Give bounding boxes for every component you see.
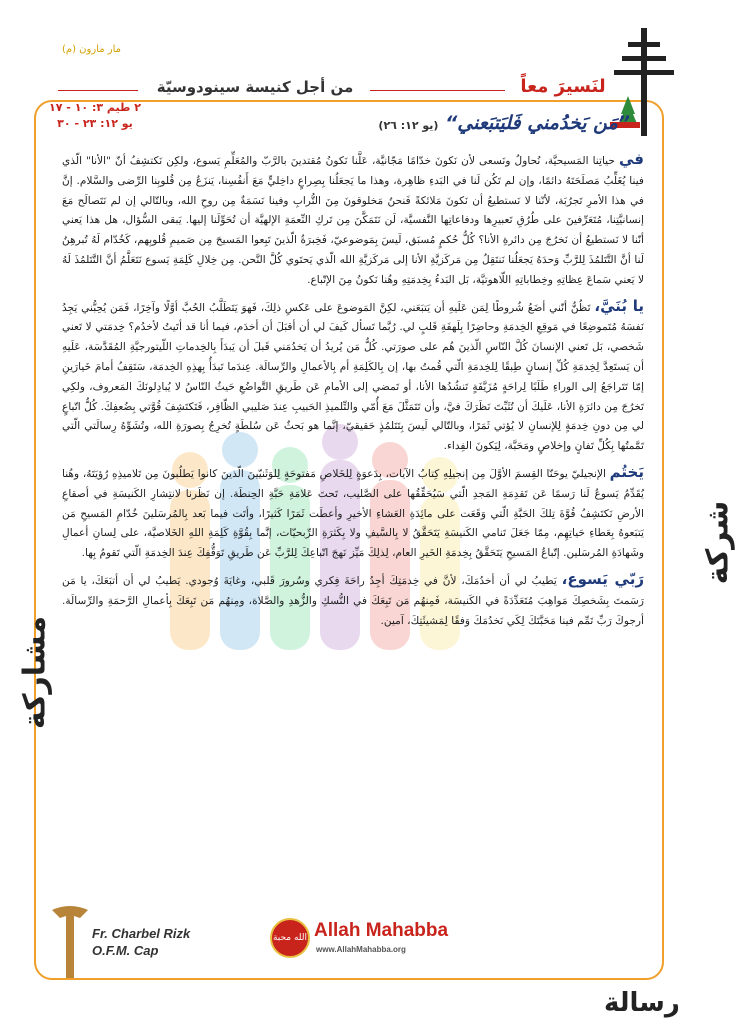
header-rule-left — [58, 90, 138, 91]
paragraph-lead: يا بُنَيَّ، — [594, 296, 645, 315]
paragraph-text: حياتِنا المَسيحيَّة، نُحاولُ ونَسعى لأن نَكونَ خدّامًا مَجّانيَّة، عَلَّنا نَكونُ مُقتدينَ بالرَّبّ والمُعَلِّمِ يَسوع، ولكِن نَكتشِفُ أنّ "الأنا" الّذي فينا يُغَلِّبُ مَصلَحَتَهُ دائمًا، وإن لم تَكُن لَنا في البَدءِ ظاهِرة، وهذا ما يَجعَلُنا بِصِراعٍ داخِليٍّ مَعَ أَنفُسِنا، يَنزَعُ مِن قُلوبِنا الرِّضى والسَّلام. إنَّ في هذا الأمرِ تَجرُبَة، لأنّنا لا نَستطيعُ أن نَكونَ مَلائكةً فَنحنُ مَخلوقونَ مِنَ التُّرابِ وفينا نَسَمَةٌ مِن روحِ الله، وبالتّالي إن لم نَتَصالَح مَعَ إنسانيَّتِنا، مُتَعَرِّفينَ على طُرُقِ تَعبيرِها ودفاعاتِها النَّفسيَّة، لَن نَتَمَكَّنَ مِن تَركِ النِّعمَةِ الإلهيَّة أن تُحَوِّلَنا إليها. يَبقى السُّؤال، هل هذا يَعني أنّنا لا نَستطيعُ أن نَخرُجَ مِن دائرةِ الأنا؟ كُلُّ حُكمٍ مُسبَق، لَيسَ بِمَوضوعيّ، فَخِبرَةُ الّذينَ تَبِعوا المَسيحَ مِن صَميمِ قُلوبِهم، كَخُدّام لَهُ تُبرهِنُ لَنا أنَّ التَّتَلمُذَ لِلرَّبِّ وَحدَهُ يَجعَلُنا نَنتَقِلُ مِن مَركَزيَّةِ الأنا إلى مَركَزيَّةِ الله الّذي يَحتَوي كُلَّ النَّحن. مِن خِلالِ كَلِمَةِ يَسوع نَتَعَلَّمُ أنَّ التَّتَلمُذَ لَهُ لا يَعني سَماعَ عِظاتِهِ وخِطاباتِهِ اللّاهوتيَّة، بَل البَدءُ بِخِدمَتِهِ وهُنا نَكونُ مِنَ الإتّباع. — [62, 155, 644, 286]
side-word-communion: شركة — [700, 500, 736, 585]
saint-of-day: مار مارون (م) — [62, 44, 121, 55]
site-name: Allah Mahabba — [314, 920, 449, 941]
author-name: Fr. Charbel Rizk — [92, 926, 191, 941]
logo-arabic-text: الله محبة — [272, 933, 308, 943]
author-signature — [92, 925, 190, 959]
paragraph-lead: رَبّي يَسوع، — [561, 569, 644, 588]
paragraph — [62, 570, 644, 631]
paragraph — [62, 150, 644, 291]
paragraph — [62, 297, 644, 457]
church-title: من أجل كنيسة سينودوسيّة — [156, 78, 354, 96]
paragraph-text: تَظُنُّ أنّني أضَعُ شُروطًا لِمَن عَلَيهِ أن يَتبَعَني، لكِنَّ المَوضوعَ على عَكسِ ذلِكَ، فَهوَ يَتَطَلَّبُ الحُبَّ أوَّلًا وآخِرًا، فَمَن يُحِبُّني يَجِدُ نَفسَهُ مُتَموضِعًا في مَوقِعِ الخِدمَةِ وحاضِرًا بِلَهفَةِ قَلبٍ لي. رُبَّما تَسأل كَيفَ لي أن أقبَلَ أن أخدَم، فيما أنا قد أتَيتُ لأخدُم؟ خِدمَتي لا تَعني شَخصي، بَل تَعني الإنسانَ كُلَّ النّاسِ الّذينَ هُم على صورَتي. كُلُّ مَن يُريدُ أن يَخدُمَني قَبلَ أن يَبدَأَ بِالخِدماتِ اللّيتورجيَّةِ المُقَدَّسَة، عَلَيهِ أن يَستَعِدَّ لِخِدمَةِ كُلِّ إنسانٍ طِبقًا لِلخِدمَةِ الّتي قُمتُ بها، إن بِالكَلِمَةِ أم بِالأعمالِ والرِّسالَة. عِندَما تَبدَأُ بِهذِهِ الخِدمَة، سَتَقِفُ أمامَ خَيارَينِ إمّا تَتَراجَعُ إلى الوراءِ طَلَبًا لِراحَةٍ مُزَيَّفَةٍ تَنشُدُها الأنا، أو تَمضي إلى الأمامِ عَن طَريقِ التَّواضُعِ حَيثُ النّاسُ لا يُبادِلونَكَ المَعروف، ولكِي تَخرُجَ مِن دائرَةِ الأنا، عَلَيكَ أن تُثَبِّتَ نَظَرَكَ فيَّ، وأن تَتَمَثَّلَ مَعَ أُمّي والتِّلميذِ الحَبيبِ عِندَ صَليبي الظّافِر، فَتَكتَشِفَ قُوَّتي بِضُعفِكَ. كُلُّ اتّباعٍ لي مِن دونِ خِدمَةٍ لِلإنسانِ لا يُؤتي ثَمَرًا، وبالتّالي لَيسَ بِتَتَلمُذٍ حَقيقيّ، إنَّما هو بَحثٌ عَن سُلطَةٍ تُخرِجُ بِصورَةِ الله، وتُشَوِّهُ رِسالَتي الّتي تَمَّمتُها بِكُلِّ تَفانٍ وإخلاصٍ ومَحَبَّة، لِيَكونَ الفِداء. — [62, 301, 644, 453]
header-rule-right — [370, 90, 505, 91]
tau-cross-logo-icon — [50, 902, 90, 982]
bible-references — [40, 100, 150, 132]
reference-line: يو ١٢: ٢٣ - ٣٠ — [57, 117, 133, 130]
article-body — [62, 150, 644, 637]
paragraph-lead: يَختُم — [609, 462, 645, 481]
paragraph-text: يَطيبُ لي أن أخدُمَكَ، لأنَّ في خِدمَتِكَ أجِدُ راحَةَ فِكري وسُرورَ قَلبي، وغايَةَ وُجودي. يَطيبُ لي أن أتبَعَكَ، يا مَن رَسَمتَ بِشَخصِكَ مَواهِبَ مُتَعَدِّدَةً في الكَنيسَة، فَمِنهُم مَن تَبِعَكَ في النُّسكِ والزُّهدِ والصَّلاة، ومِنهُم مَن تَبِعَكَ بِأعمالِ الرَّحمَةِ والرِّسالَة. أرجوكَ رَبِّ تَمِّم فينا مَحَبَّتَكَ لِكَي نَخدُمَكَ وَفقًا لِمَشيئَتِكَ، آمين. — [62, 574, 644, 627]
side-word-mission: رسالة — [604, 988, 680, 1018]
paragraph-lead: في — [619, 150, 644, 168]
paragraph-text: الإنجيليّ يوحَنّا القِسمَ الأوَّلَ مِن إنجيلِهِ كِتابُ الآيات، بِدَعوَةٍ لِلخَلاصِ مَفتوحَةٍ لِلوَثَنيّينَ الّذينَ كانوا يَطلُبونَ مِن تَلاميذِهِ رُؤيَتَهُ، وهُنا يُقَدِّمُ يَسوعُ لَنا رَسمًا عَن تَقدِمَةِ المَجدِ الّتي سَيُحَقِّقُها على الصَّليب، تَحتَ عَلامَةِ حَبَّةِ الحِنطَة. إن نَظَرنا لانتِشارِ الكَنيسَةِ في أصقاعِ الأرضِ نَكتَشِفُ قُوَّةَ تِلكَ الحَبَّةِ الّتي وَقَعَت على مائِدَةِ العَشاءِ الأخيرِ وأعطَت ثَمَرًا كَثيرًا، وأتَت فيما بَعد بِالمُرسَلينَ خُدّامِ المَسيحِ مَن يَتبَعوهُ بِعَطاءِ حَياتِهِم، مِمّا جَعَلَ تَنامي الكَنيسَةِ يَتَحَقَّقُ لا بِالسَّيفِ ولا بِكَثرَةِ الرِّبحيّات، إنَّما بِقُوَّةِ كَلِمَةِ اللهِ الخَلاصيَّة، على لِسانِ أعمالِ وشَهادَةِ المُرسَلين. إتّباعُ المَسيحِ يَتَحَقَّقُ بِخِدمَةِ الخَيرِ العام، لِذلِكَ مَيِّز نَهجَ اتّباعِكَ لِلرَّبِّ عَن طَريقِ تَوَقُّفِكَ عِندَ الخِدمَةِ الّتي تَقومُ بِها. — [62, 467, 644, 560]
main-title-text: ”مَن يَخدُمني فَليَتبَعني“ — [445, 112, 630, 134]
reference-line: ٢ طيم ٣: ١٠ - ١٧ — [49, 101, 141, 114]
main-title — [230, 112, 630, 134]
side-word-participation: مشاركة — [17, 615, 53, 730]
slogan: لنَسيرَ معاً — [520, 76, 606, 97]
allah-mahabba-logo-icon — [270, 918, 310, 958]
author-order: O.F.M. Cap — [92, 943, 159, 958]
paragraph — [62, 463, 644, 564]
main-title-reference: (يو ١٢: ٢٦) — [378, 119, 439, 132]
site-url[interactable]: www.AllahMahabba.org — [316, 945, 406, 954]
